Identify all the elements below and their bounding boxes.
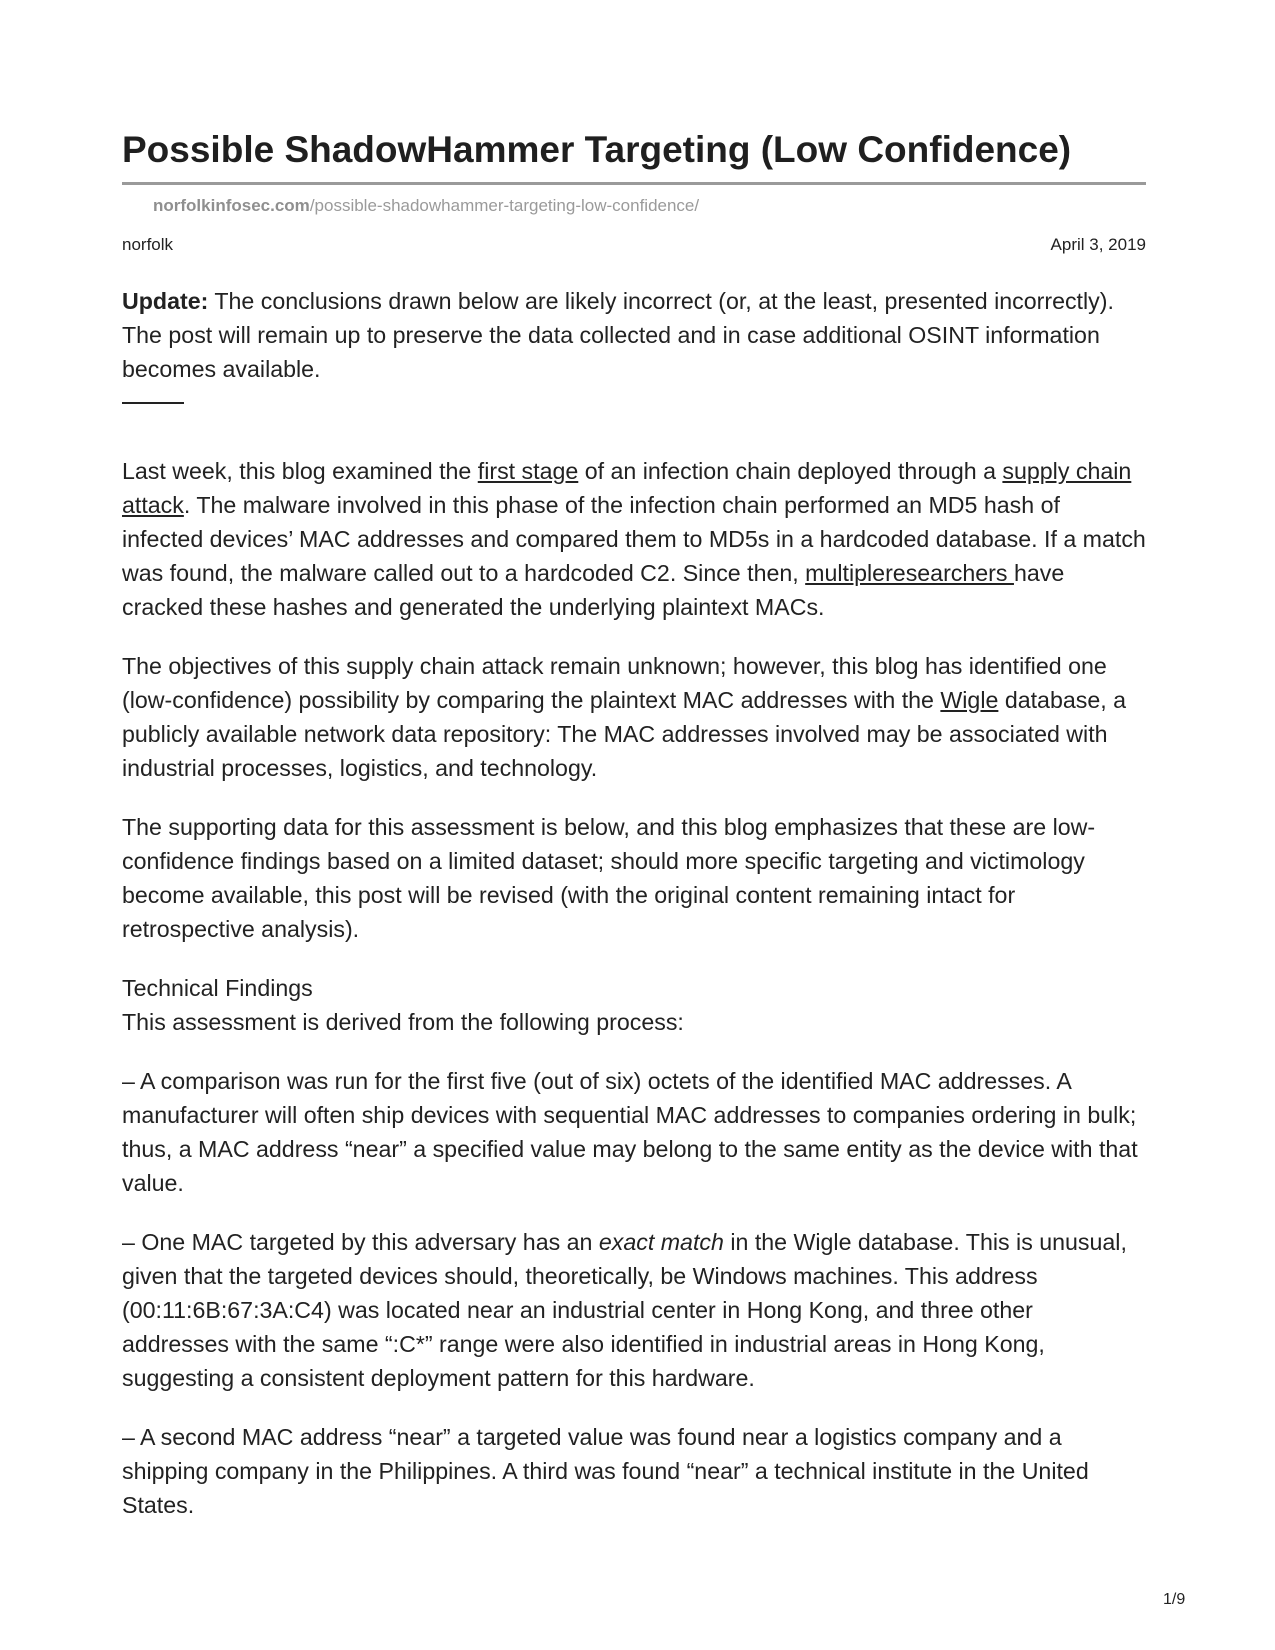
- text: have cracked these hashes and generated the underlying plaintext MACs.: [122, 560, 1065, 620]
- paragraph-intro: [122, 454, 1146, 624]
- supply-chain-attack-link[interactable]: supply chain attack: [122, 458, 1132, 518]
- post-meta: [122, 235, 1146, 255]
- multiple-researchers-link[interactable]: multipleresearchers: [805, 560, 1014, 586]
- finding-item-3: – A second MAC address “near” a targeted value was found near a logistics company and a shipping company in the Philippines. A third was found “near” a technical institute in the United States.: [122, 1424, 1089, 1518]
- findings-intro: This assessment is derived from the following process:: [122, 1009, 684, 1035]
- finding-item-2: [122, 1225, 1146, 1395]
- author: norfolk: [122, 235, 174, 254]
- article-body: [122, 284, 1146, 1547]
- update-text: The conclusions drawn below are likely incorrect (or, at the least, presented incorrectly). The post will remain up to preserve the data collected and in case additional OSINT information becomes available.: [122, 288, 1114, 382]
- source-domain: norfolkinfosec.com: [153, 196, 310, 215]
- findings-heading: Technical Findings: [122, 975, 313, 1001]
- title-divider: [122, 182, 1146, 185]
- spacer: [122, 404, 1146, 454]
- text: Last week, this blog examined the: [122, 458, 478, 484]
- text: The objectives of this supply chain attack remain unknown; however, this blog has identified one (low-confidence) possibility by comparing the plaintext MAC addresses with the: [122, 653, 1107, 713]
- page-number: 1/9: [1163, 1591, 1186, 1608]
- emphasis: exact match: [598, 1229, 724, 1255]
- text: database, a publicly available network data repository: The MAC addresses involved may be associated with industrial processes, logistics, and technology.: [122, 687, 1127, 781]
- text: of an infection chain deployed through a: [578, 458, 1003, 484]
- source-path: /possible-shadowhammer-targeting-low-confidence/: [309, 196, 700, 215]
- first-stage-link[interactable]: first stage: [477, 458, 579, 484]
- paragraph-supporting-data: The supporting data for this assessment is below, and this blog emphasizes that these are low-confidence findings based on a limited dataset; should more specific targeting and victimology become available, this post will be revised (with the original content remaining intact for retrospective analysis).: [122, 814, 1096, 942]
- findings-section: [122, 971, 1146, 1039]
- source-url[interactable]: [153, 196, 699, 216]
- finding-item-1: – A comparison was run for the first five (out of six) octets of the identified MAC addresses. A manufacturer will often ship devices with sequential MAC addresses to companies ordering in bulk; thus, a MAC address “near” a specified value may belong to the same entity as the device with that value.: [122, 1068, 1138, 1196]
- update-label: Update:: [122, 288, 209, 314]
- paragraph-objectives: [122, 649, 1146, 785]
- update-paragraph: [122, 284, 1146, 386]
- post-date: April 3, 2019: [1050, 235, 1146, 254]
- page-title: Possible ShadowHammer Targeting (Low Confidence): [122, 129, 1072, 170]
- text: in the Wigle database. This is unusual, given that the targeted devices should, theoretically, be Windows machines. This address (00:11:6B:67:3A:C4) was located near an industrial center in Hong Kong, and three other addresses with the same “:C*” range were also identified in industrial areas in Hong Kong, suggesting a consistent deployment pattern for this hardware.: [122, 1229, 1127, 1391]
- wigle-link[interactable]: Wigle: [940, 687, 999, 713]
- text: . The malware involved in this phase of the infection chain performed an MD5 hash of infected devices’ MAC addresses and compared them to MD5s in a hardcoded database. If a match was found, the malware called out to a hardcoded C2. Since then,: [122, 492, 1146, 586]
- text: – One MAC targeted by this adversary has an: [122, 1229, 599, 1255]
